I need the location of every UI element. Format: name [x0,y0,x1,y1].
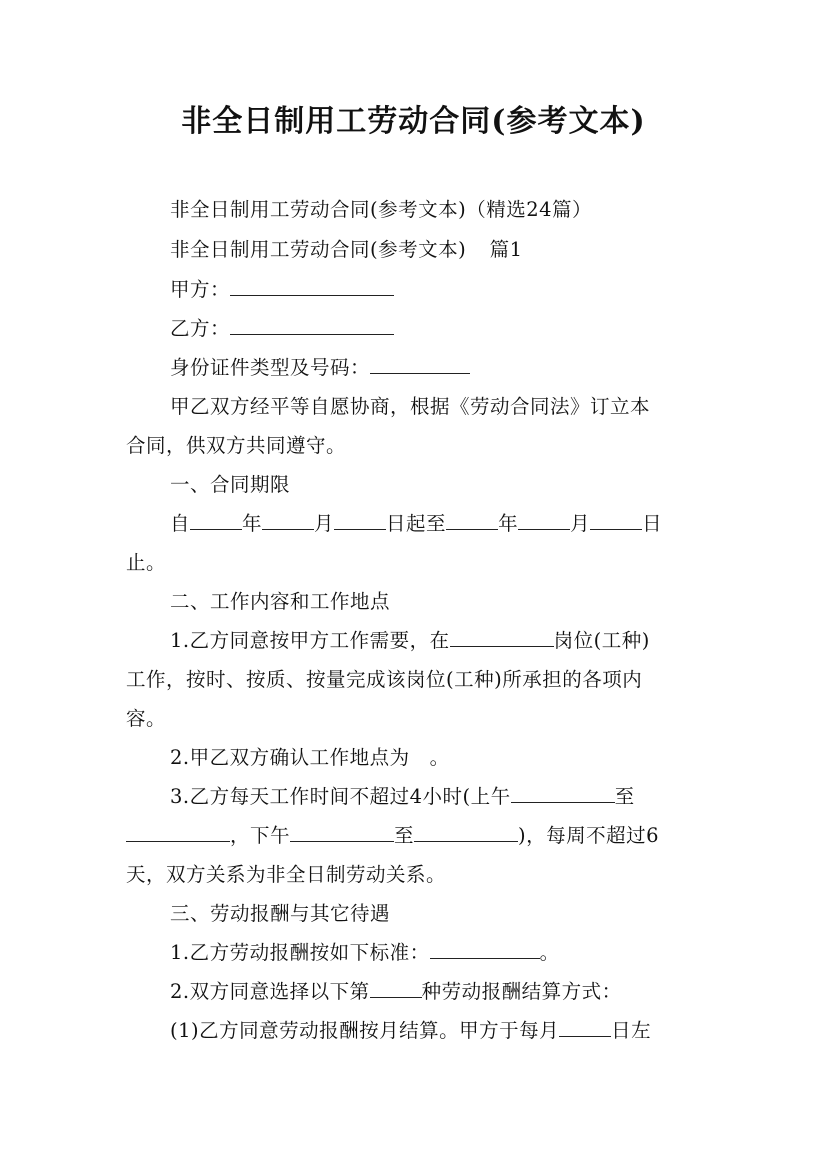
preamble-line-2 [126,432,346,460]
preamble-text-1: 甲乙双方经平等自愿协商，根据《劳动合同法》订立本 [170,395,651,418]
term-day-to: 日起至 [386,512,447,535]
document-title: 非全日制用工劳动合同(参考文本) [181,104,646,139]
term-day-2: 日 [642,512,663,535]
chapter-number: 篇1 [489,238,523,261]
term-month-2: 月 [570,512,591,535]
section-2-heading [170,588,390,616]
start-month-blank [262,511,314,530]
start-year-blank [190,511,242,530]
clause-3-2-1-text-b: 日左 [611,1019,652,1042]
party-a-blank [230,277,394,296]
clause-2-3-text-e: )，每周不超过6 [518,824,660,847]
clause-2-3-text-a: 3.乙方每天工作时间不超过4小时(上午 [170,785,511,808]
term-month-1: 月 [314,512,335,535]
end-day-blank [590,511,642,530]
clause-2-1-text-a: 1.乙方同意按甲方工作需要，在 [170,629,450,652]
clause-2-2-text: 2.甲乙双方确认工作地点为 。 [170,746,450,769]
clause-2-3-text-c: ，下午 [230,824,291,847]
section-2-title: 二、工作内容和工作地点 [170,590,391,613]
clause-2-3-text-b: 至 [614,785,635,808]
clause-2-1-text-3: 容。 [126,707,167,730]
preamble-line-1 [170,393,650,421]
end-month-blank [518,511,570,530]
section-3-title: 三、劳动报酬与其它待遇 [170,902,391,925]
clause-3-2-1-text-a: (1)乙方同意劳动报酬按月结算。甲方于每月 [170,1019,560,1042]
clause-3-2-text-b: 种劳动报酬结算方式： [421,980,622,1003]
clause-3-1-line [170,939,560,967]
party-b-blank [230,316,394,335]
party-a-label: 甲方： [170,278,231,301]
chapter-title: 非全日制用工劳动合同(参考文本) [170,238,467,261]
section-1-title: 一、合同期限 [170,473,291,496]
afternoon-start-blank [290,823,394,842]
preamble-text-2: 合同，供双方共同遵守。 [126,434,347,457]
section-1-heading [170,471,290,499]
subtitle-line [170,196,592,224]
id-type-line [170,354,470,382]
chapter-heading [170,236,523,264]
clause-2-1-line-3 [126,705,166,733]
party-b-label: 乙方： [170,317,231,340]
end-year-blank [446,511,498,530]
clause-2-3-line-2 [126,822,659,850]
clause-2-3-text-d: 至 [394,824,415,847]
position-blank [450,628,554,647]
morning-start-blank [511,784,615,803]
term-year-2: 年 [498,512,519,535]
afternoon-end-blank [414,823,518,842]
party-a-line [170,276,394,304]
subtitle-text: 非全日制用工劳动合同(参考文本)（精选24篇） [170,198,593,221]
clause-2-2-line [170,744,450,772]
clause-3-1-text-a: 1.乙方劳动报酬按如下标准： [170,941,430,964]
party-b-line [170,315,394,343]
clause-2-3-text-3: 天，双方关系为非全日制劳动关系。 [126,863,447,886]
term-year-1: 年 [242,512,263,535]
clause-3-2-text-a: 2.双方同意选择以下第 [170,980,370,1003]
clause-3-2-line [170,978,622,1006]
morning-end-blank [126,823,230,842]
start-day-blank [334,511,386,530]
clause-3-2-1-line [170,1017,651,1045]
clause-2-3-line [170,783,635,811]
clause-2-1-line [170,627,650,655]
term-end: 止。 [126,551,167,574]
section-3-heading [170,900,390,928]
clause-2-1-text-2: 工作，按时、按质、按量完成该岗位(工种)所承担的各项内 [126,668,643,691]
pay-day-blank [559,1018,611,1037]
term-from: 自 [170,512,191,535]
clause-3-1-text-b: 。 [539,941,560,964]
id-number-blank [370,355,470,374]
clause-2-3-line-3 [126,861,446,889]
term-line [170,510,662,538]
clause-2-1-line-2 [126,666,642,694]
settlement-option-blank [370,979,422,998]
clause-2-1-text-b: 岗位(工种) [553,629,650,652]
pay-standard-blank [430,940,540,959]
id-type-label: 身份证件类型及号码： [170,356,371,379]
term-end-line [126,549,166,577]
